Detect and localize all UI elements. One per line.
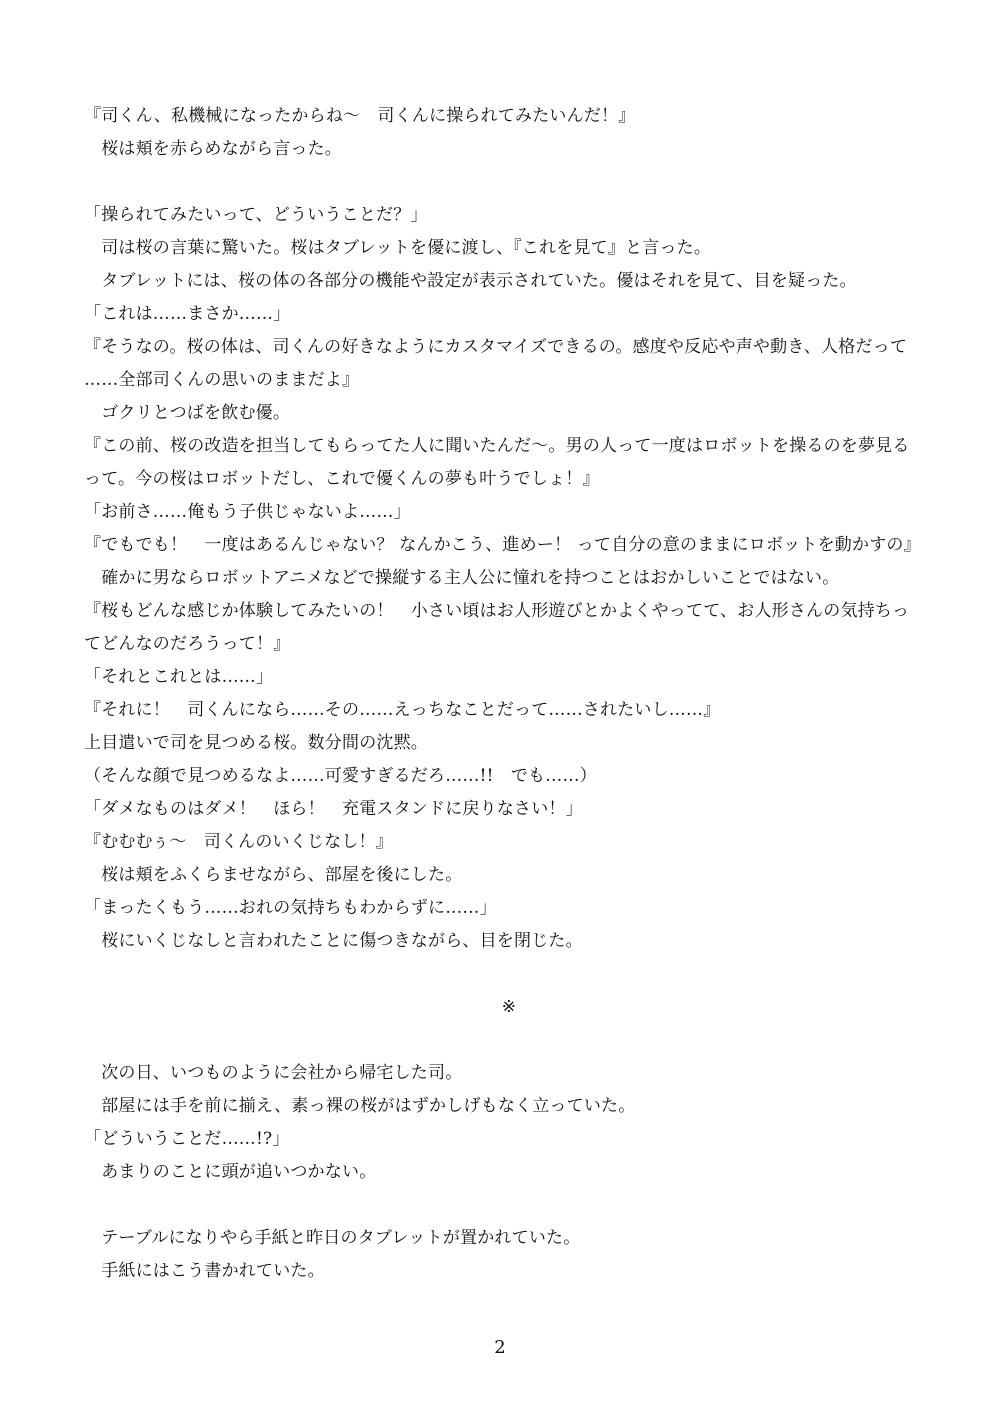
text-line: 上目遣いで司を見つめる桜。数分間の沈黙。 — [84, 733, 428, 753]
text-line: 「お前さ……俺もう子供じゃないよ……」 — [84, 502, 411, 522]
text-line: てどんなのだろうって！』 — [84, 634, 291, 654]
text-line: あまりのことに頭が追いつかない。 — [84, 1162, 377, 1182]
text-line: 桜は頬を赤らめながら言った。 — [84, 139, 342, 159]
text-line: 「どういうことだ……!?」 — [84, 1129, 290, 1149]
text-line: 確かに男ならロボットアニメなどで操縦する主人公に憧れを持つことはおかしいことではない。 — [84, 568, 840, 588]
blank-line — [84, 1024, 934, 1057]
text-line: 「それとこれとは……」 — [84, 667, 274, 687]
text-line: 『司くん、私機械になったからね〜 司くんに操られてみたいんだ！』 — [84, 106, 636, 126]
text-line: （そんな顔で見つめるなよ……可愛すぎるだろ……!! でも……） — [84, 766, 597, 786]
text-line: 「操られてみたいって、どういうことだ？」 — [84, 205, 428, 225]
text-line: ゴクリとつばを飲む優。 — [84, 403, 291, 423]
blank-line — [84, 958, 934, 991]
text-line: 「まったくもう……おれの気持ちもわからずに……」 — [84, 898, 497, 918]
text-line: 桜にいくじなしと言われたことに傷つきながら、目を閉じた。 — [84, 931, 583, 951]
text-line: 桜は頬をふくらませながら、部屋を後にした。 — [84, 865, 463, 885]
text-line: 『でもでも！ 一度はあるんじゃない？ なんかこう、進めー！ って自分の意のままにロボットを動かすの』 — [84, 535, 921, 555]
text-line: ……全部司くんの思いのままだよ』 — [84, 370, 360, 390]
text-line: 「これは……まさか……」 — [84, 304, 291, 324]
text-line: タブレットには、桜の体の各部分の機能や設定が表示されていた。優はそれを見て、目を疑った。 — [84, 271, 857, 291]
blank-line — [84, 166, 934, 199]
text-line: 司は桜の言葉に驚いた。桜はタブレットを優に渡し、『これを見て』と言った。 — [84, 238, 712, 258]
section-break-mark: ※ — [501, 997, 517, 1017]
text-line: テーブルになりやら手紙と昨日のタブレットが置かれていた。 — [84, 1228, 581, 1248]
text-line: 部屋には手を前に揃え、素っ裸の桜がはずかしげもなく立っていた。 — [84, 1096, 636, 1116]
text-line: 『桜もどんな感じか体験してみたいの！ 小さい頃はお人形遊びとかよくやってて、お人形さんの気持ちっ — [84, 601, 910, 621]
body-text — [84, 100, 934, 1288]
text-line: って。今の桜はロボットだし、これで優くんの夢も叶うでしょ！』 — [84, 469, 600, 489]
blank-line — [84, 1189, 934, 1222]
page-number: 2 — [494, 1337, 506, 1358]
text-line: 『この前、桜の改造を担当してもらってた人に聞いたんだ〜。男の人って一度はロボットを操るのを夢見る — [84, 436, 910, 456]
text-line: 「ダメなものはダメ！ ほら！ 充電スタンドに戻りなさい！」 — [84, 799, 583, 819]
text-line: 次の日、いつものように会社から帰宅した司。 — [84, 1063, 463, 1083]
text-line: 『それに！ 司くんになら……その……えっちなことだって……されたいし……』 — [84, 700, 721, 720]
text-line: 『そうなの。桜の体は、司くんの好きなようにカスタマイズできるの。感度や反応や声や動き、人格だって — [84, 337, 908, 357]
text-line: 手紙にはこう書かれていた。 — [84, 1261, 325, 1281]
text-line: 『むむむぅ〜 司くんのいくじなし！』 — [84, 832, 393, 852]
